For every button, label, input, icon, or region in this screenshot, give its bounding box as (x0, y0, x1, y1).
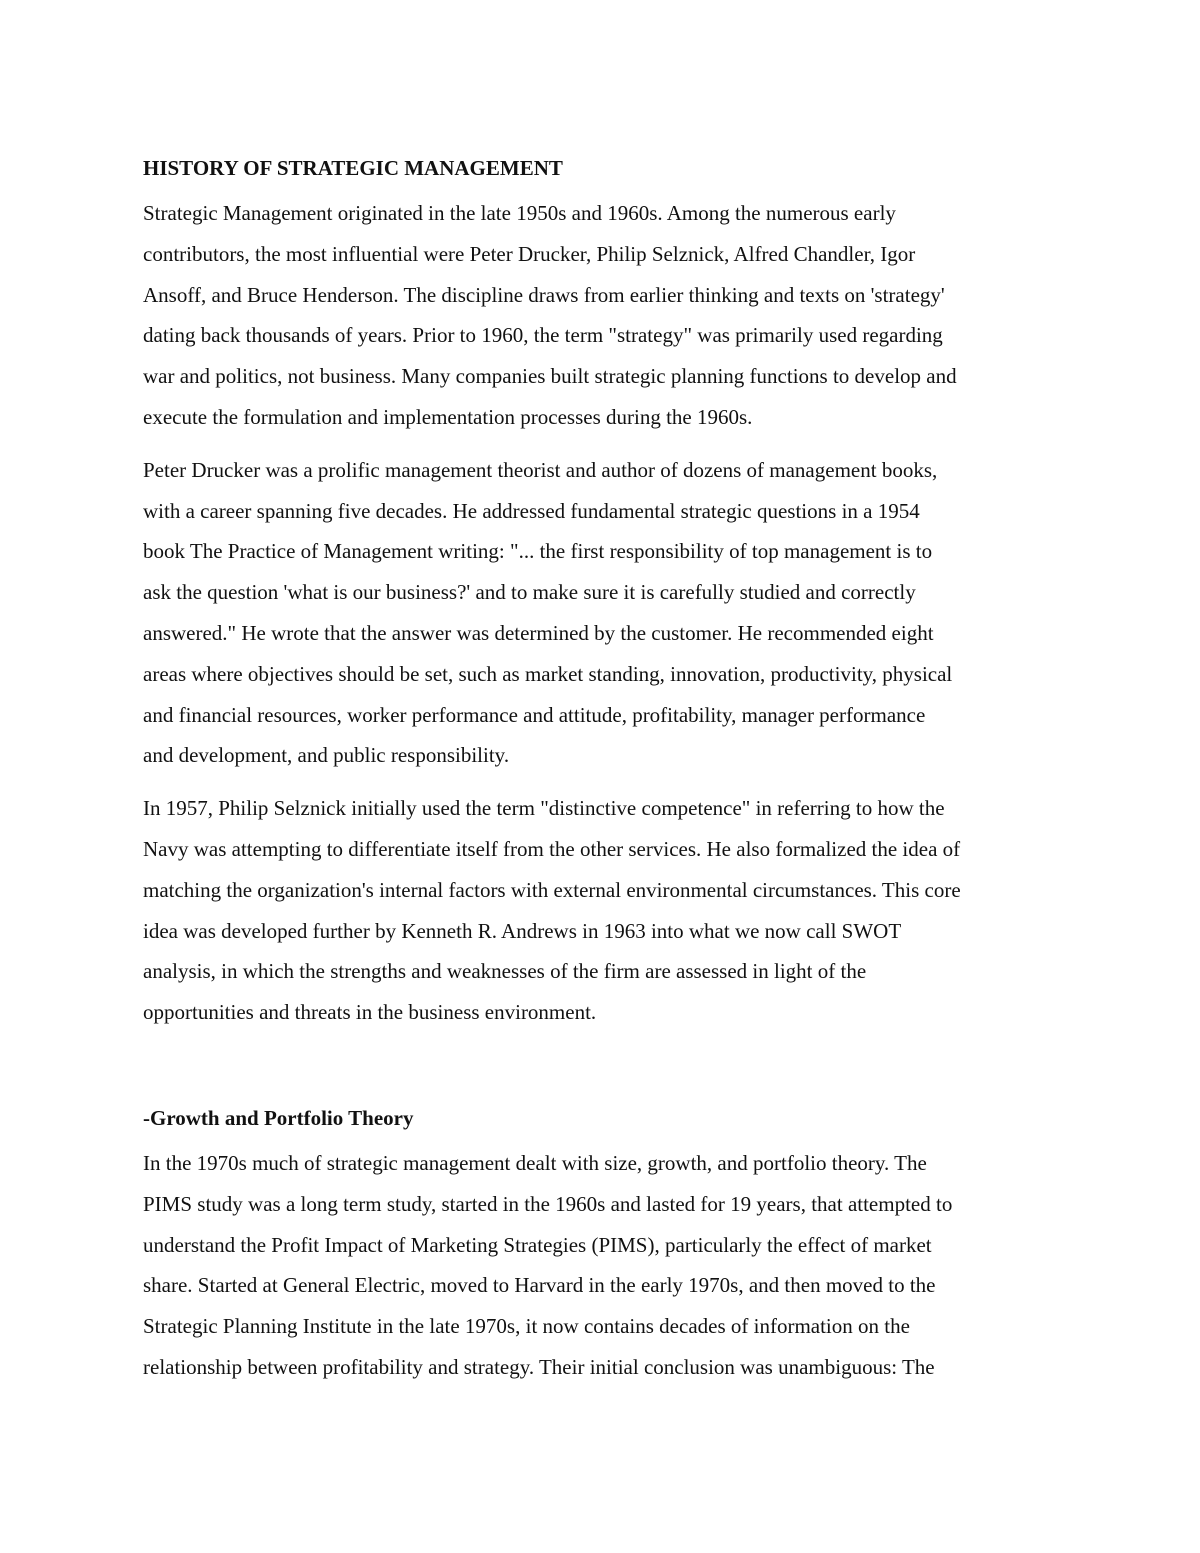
paragraph-line: matching the organization's internal factors with external environmental circumstances. This core (143, 877, 961, 902)
section-paragraph-1 (143, 1143, 1058, 1388)
paragraph-line: areas where objectives should be set, such as market standing, innovation, productivity, physical (143, 661, 953, 686)
paragraph-line: idea was developed further by Kenneth R. Andrews in 1963 into what we now call SWOT (143, 918, 902, 943)
paragraph-line: Peter Drucker was a prolific management theorist and author of dozens of management books, (143, 457, 938, 482)
paragraph-line: In 1957, Philip Selznick initially used the term "distinctive competence" in referring to how the (143, 796, 945, 821)
section-spacer (143, 1045, 1058, 1101)
paragraph-line: book The Practice of Management writing: "... the first responsibility of top management is to (143, 539, 933, 564)
paragraph-1 (143, 193, 1058, 438)
paragraph-line: relationship between profitability and strategy. Their initial conclusion was unambiguous: The (143, 1354, 935, 1379)
paragraph-line: answered." He wrote that the answer was determined by the customer. He recommended eight (143, 620, 934, 645)
paragraph-line: and financial resources, worker performance and attitude, profitability, manager performance (143, 702, 926, 727)
paragraph-line: understand the Profit Impact of Marketing Strategies (PIMS), particularly the effect of market (143, 1232, 932, 1257)
paragraph-line: Strategic Management originated in the late 1950s and 1960s. Among the numerous early (143, 201, 896, 225)
document-title: HISTORY OF STRATEGIC MANAGEMENT (143, 156, 563, 180)
paragraph-line: execute the formulation and implementation processes during the 1960s. (143, 404, 753, 429)
paragraph-line: PIMS study was a long term study, started in the 1960s and lasted for 19 years, that attempted to (143, 1191, 953, 1216)
paragraph-line: and development, and public responsibility. (143, 743, 510, 768)
paragraph-line: ask the question 'what is our business?' and to make sure it is carefully studied and correctly (143, 580, 916, 605)
document-body (143, 151, 1058, 1400)
paragraph-line: In the 1970s much of strategic management dealt with size, growth, and portfolio theory. The (143, 1150, 927, 1175)
paragraph-line: analysis, in which the strengths and weaknesses of the firm are assessed in light of the (143, 959, 867, 984)
paragraph-line: Strategic Planning Institute in the late 1970s, it now contains decades of information on the (143, 1314, 910, 1339)
paragraph-line: Navy was attempting to differentiate itself from the other services. He also formalized the idea of (143, 836, 961, 861)
paragraph-line: war and politics, not business. Many companies built strategic planning functions to develop and (143, 364, 957, 389)
paragraph-line: contributors, the most influential were Peter Drucker, Philip Selznick, Alfred Chandler, Igor (143, 241, 916, 266)
section-heading: -Growth and Portfolio Theory (143, 1105, 414, 1130)
paragraph-line: share. Started at General Electric, moved to Harvard in the early 1970s, and then moved to the (143, 1273, 936, 1298)
paragraph-line: dating back thousands of years. Prior to 1960, the term "strategy" was primarily used regarding (143, 323, 943, 348)
paragraph-line: with a career spanning five decades. He addressed fundamental strategic questions in a 1954 (143, 498, 920, 523)
paragraph-line: opportunities and threats in the business environment. (143, 1000, 597, 1025)
paragraph-line: Ansoff, and Bruce Henderson. The discipline draws from earlier thinking and texts on 'strategy' (143, 282, 945, 307)
paragraph-2 (143, 450, 1058, 776)
paragraph-3 (143, 788, 1058, 1033)
